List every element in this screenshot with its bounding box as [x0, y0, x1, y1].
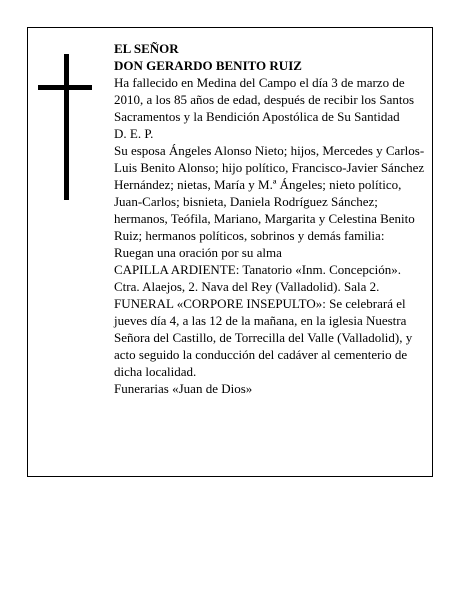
family-list: Su esposa Ángeles Alonso Nieto; hijos, Mercedes y Carlos-Luis Benito Alonso; hijo político, Francisco-Javier Sánchez Hernández; nietas, María y M.ª Ángeles; nieto político, Juan-Carlos; bisnieta, Daniela Rodríguez Sánchez; hermanos, Teófila, Mariano, Margarita y Celestina Benito Ruiz; hermanos políticos, sobrinos y demás familia: [114, 143, 425, 243]
funeral-home: Funerarias «Juan de Dios» [114, 381, 253, 396]
deceased-name: DON GERARDO BENITO RUIZ [114, 58, 302, 73]
obituary-text [114, 40, 426, 397]
honorific: EL SEÑOR [114, 41, 179, 56]
latin-cross-icon [38, 54, 92, 200]
prayer-request: Ruegan una oración por su alma [114, 245, 282, 260]
rip-line: D. E. P. [114, 126, 154, 141]
funeral-info: FUNERAL «CORPORE INSEPULTO»: Se celebrará el jueves día 4, a las 12 de la mañana, en la iglesia Nuestra Señora del Castillo, de Torrecilla del Valle (Valladolid), y acto seguido la conducción del cadáver al cementerio de dicha localidad. [114, 296, 413, 379]
obituary-card [27, 27, 433, 477]
death-statement: Ha fallecido en Medina del Campo el día 3 de marzo de 2010, a los 85 años de edad, después de recibir los Santos Sacramentos y la Bendición Apostólica de Su Santidad [114, 75, 415, 124]
chapel-info: CAPILLA ARDIENTE: Tanatorio «Inm. Concepción». Ctra. Alaejos, 2. Nava del Rey (Valladolid). Sala 2. [114, 262, 401, 294]
